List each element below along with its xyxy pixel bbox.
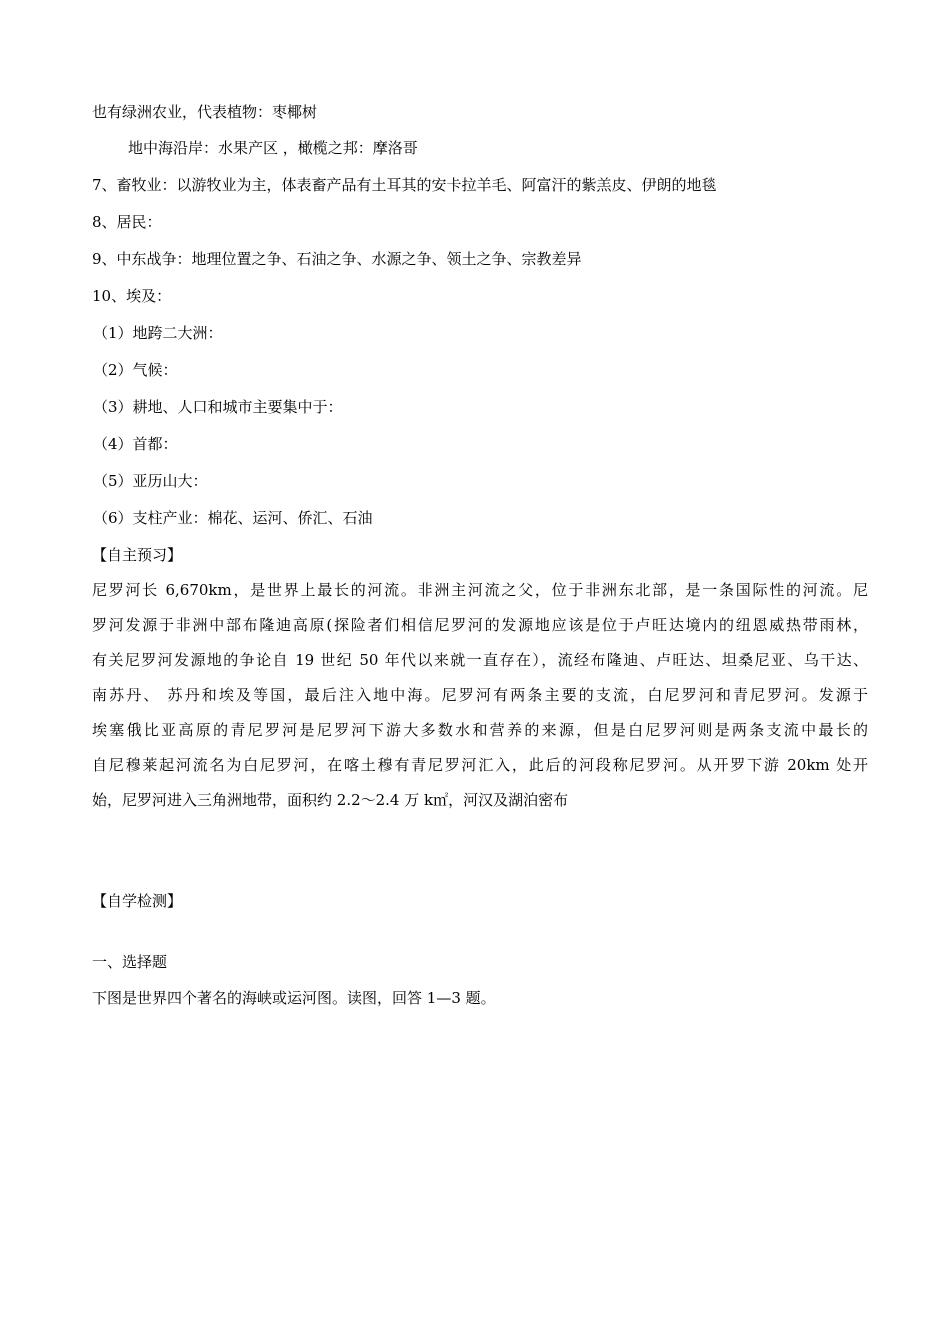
section-heading-preview: 【自主预习】	[92, 546, 183, 564]
text-line-egypt-continents: （1）地跨二大洲：	[93, 324, 223, 342]
nile-paragraph	[92, 573, 868, 818]
paragraph-line: 埃塞俄比亚高原的青尼罗河是尼罗河下游大多数水和营养的来源，但是白尼罗河则是两条支流中最长的	[92, 721, 868, 739]
text-line-middle-east-war: 9、中东战争：地理位置之争、石油之争、水源之争、领土之争、宗教差异	[92, 250, 582, 268]
paragraph-line: 罗河发源于非洲中部布隆迪高原(探险者们相信尼罗河的发源地应该是位于卢旺达境内的纽恩威热带雨林，	[92, 616, 868, 634]
section-heading-check: 【自学检测】	[92, 892, 183, 910]
paragraph-line: 尼罗河长 6,670km，是世界上最长的河流。非洲主河流之父，位于非洲东北部，是一条国际性的河流。尼	[92, 581, 868, 599]
paragraph-line: 有关尼罗河发源地的争论自 19 世纪 50 年代以来就一直存在），流经布隆迪、卢旺达、坦桑尼亚、乌干达、	[92, 651, 868, 669]
text-line-egypt-alexandria: （5）亚历山大：	[93, 472, 208, 490]
text-line-egypt: 10、埃及：	[92, 287, 172, 305]
text-line-egypt-population: （3）耕地、人口和城市主要集中于：	[93, 398, 343, 416]
text-line-egypt-capital: （4）首都：	[93, 435, 178, 453]
text-line-oasis: 也有绿洲农业，代表植物：枣椰树	[92, 103, 318, 121]
text-line-egypt-industry: （6）支柱产业：棉花、运河、侨汇、石油	[93, 509, 373, 527]
text-line-egypt-climate: （2）气候：	[93, 361, 178, 379]
paragraph-line: 自尼穆莱起河流名为白尼罗河，在喀土穆有青尼罗河汇入，此后的河段称尼罗河。从开罗下游 20km 处开	[92, 756, 868, 774]
text-line-mediterranean: 地中海沿岸：水果产区 ，橄榄之邦：摩洛哥	[128, 139, 418, 157]
question-intro: 下图是世界四个著名的海峡或运河图。读图，回答 1—3 题。	[92, 989, 496, 1007]
text-line-livestock: 7、畜牧业：以游牧业为主，体表畜产品有土耳其的安卡拉羊毛、阿富汗的紫羔皮、伊朗的地毯	[92, 176, 717, 194]
text-line-residents: 8、居民：	[92, 213, 162, 231]
paragraph-line: 始，尼罗河进入三角洲地带，面积约 2.2～2.4 万 k㎡，河汉及湖泊密布	[92, 791, 569, 809]
section-heading-multiple-choice: 一、选择题	[92, 953, 168, 971]
paragraph-line: 南苏丹、 苏丹和埃及等国，最后注入地中海。尼罗河有两条主要的支流，白尼罗河和青尼罗河。发源于	[92, 686, 868, 704]
